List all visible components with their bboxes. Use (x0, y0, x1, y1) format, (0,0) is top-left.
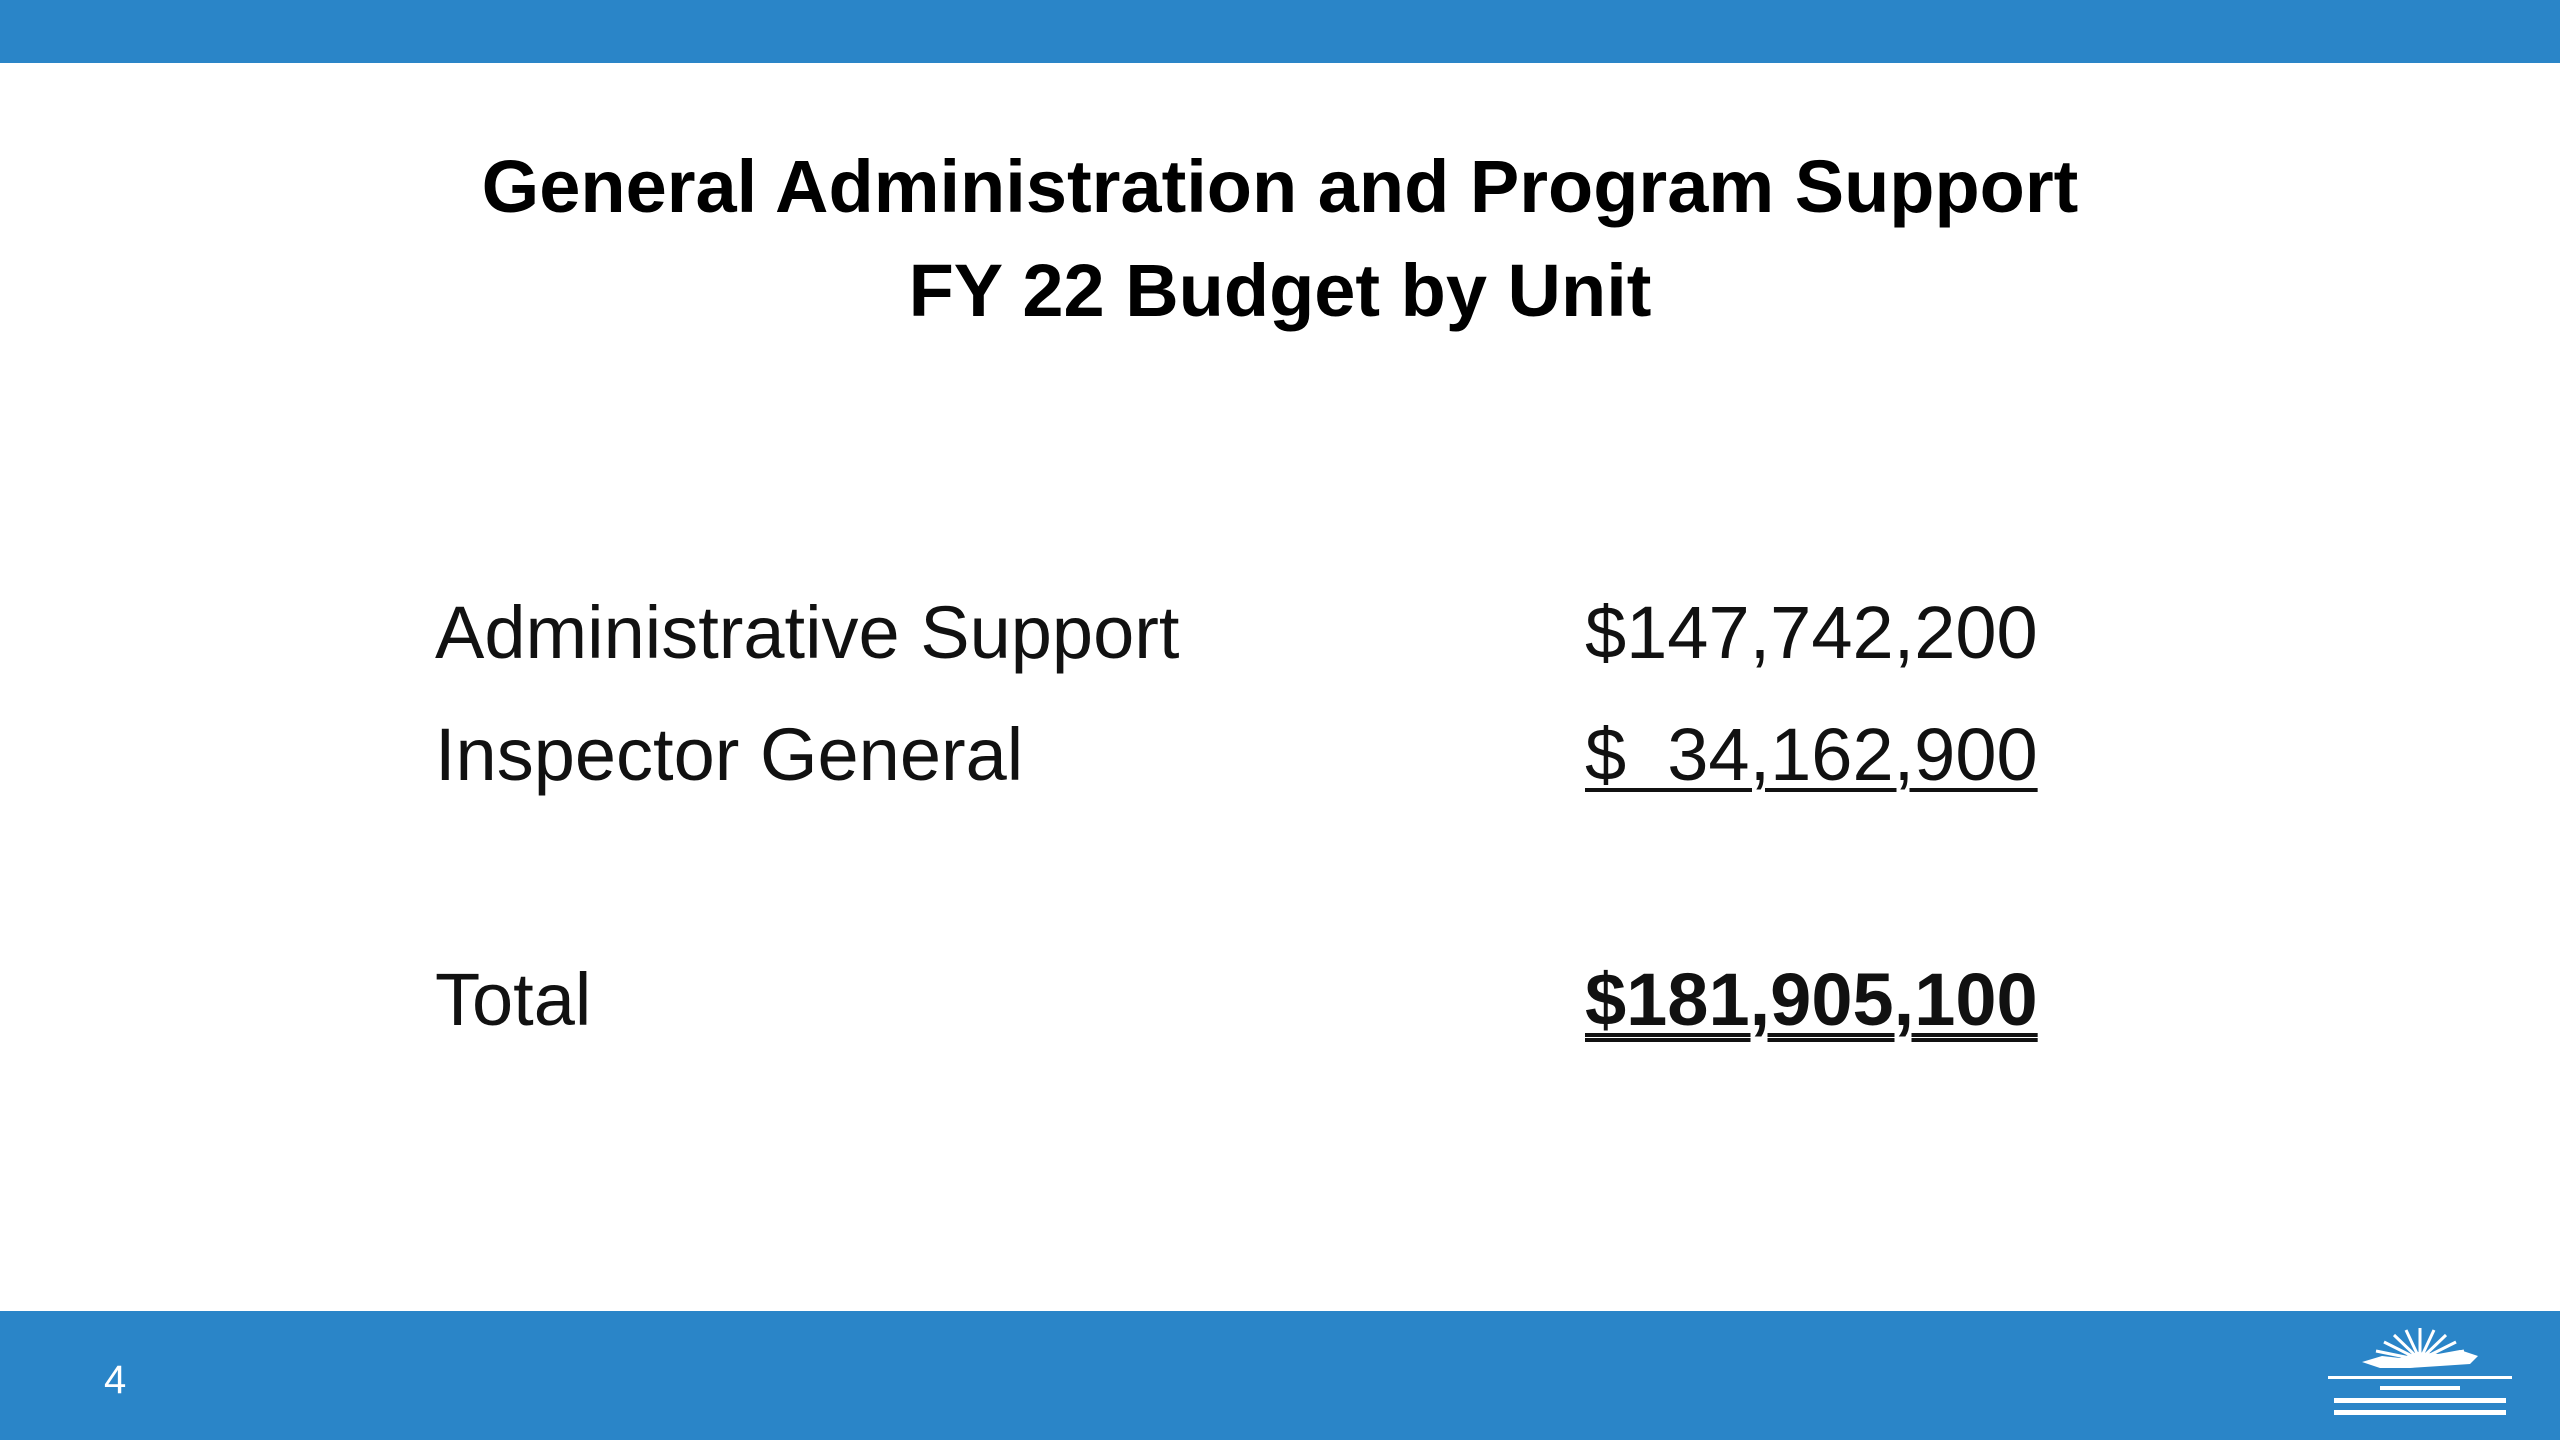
bottom-accent-bar (0, 1311, 2560, 1440)
slide-title (0, 135, 2560, 343)
title-line-2: FY 22 Budget by Unit (908, 249, 1652, 332)
budget-row-administrative-support (435, 578, 2065, 688)
budget-total-amount: $181,905,100 (1585, 958, 2038, 1041)
top-accent-bar (0, 0, 2560, 63)
title-line-1: General Administration and Program Support (481, 145, 2079, 228)
kentucky-state-logo-icon (2320, 1318, 2520, 1428)
budget-row-amount: $147,742,200 (1585, 591, 2038, 674)
budget-total-label: Total (435, 958, 592, 1041)
page-number: 4 (104, 1358, 127, 1402)
budget-row-label: Inspector General (435, 713, 1024, 796)
budget-row-label: Administrative Support (435, 591, 1180, 674)
budget-row-inspector-general (435, 700, 2065, 810)
budget-row-amount: $ 34,162,900 (1585, 713, 2038, 796)
budget-total-row (435, 945, 2065, 1055)
